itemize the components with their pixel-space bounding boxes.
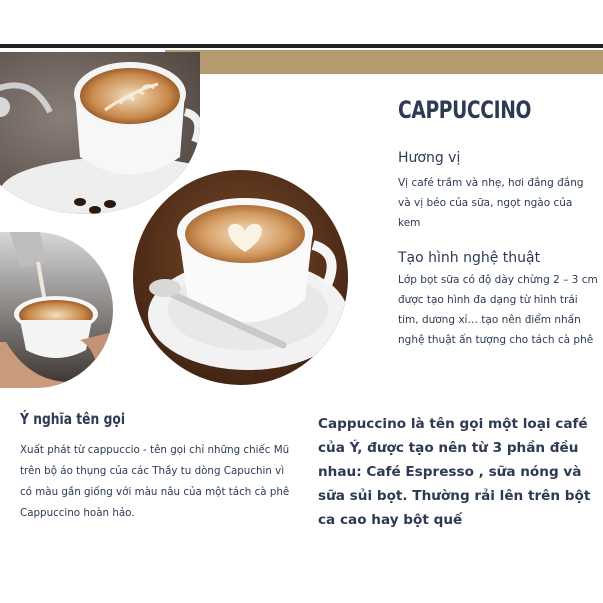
milk-pouring-photo [0, 232, 113, 388]
cappuccino-photo-heart [133, 170, 348, 385]
name-meaning-text: Xuất phát từ cappuccio - tên gọi chỉ những chiếc Mũ trên bộ áo thụng của các Thầy tu dòng Capuchin vì có màu gần giống với màu nâu của một tách cà phê Cappuccino hoàn hảo. [20, 444, 290, 519]
cappuccino-photo-fern [0, 52, 200, 214]
latte-art-heading: Tạo hình nghệ thuật [398, 250, 541, 266]
flavor-heading: Hương vị [398, 150, 461, 166]
header-band [165, 50, 603, 74]
latte-art-text: Lớp bọt sữa có độ dày chừng 2 – 3 cm được tạo hình đa dạng từ hình trái tim, dương xỉ… tạo nên điểm nhấn nghệ thuật ấn tượng cho tách cà phê [398, 274, 598, 346]
page-title: CAPPUCCINO [398, 96, 531, 124]
flavor-text: Vị café trầm và nhẹ, hơi đắng đắng và vị béo của sữa, ngọt ngào của kem [398, 177, 584, 229]
name-meaning-heading: Ý nghĩa tên gọi [20, 410, 126, 428]
top-rule [0, 44, 603, 48]
definition-callout: Cappuccino là tên gọi một loại café của Ý, được tạo nên từ 3 phần đều nhau: Café Espresso , sữa nóng và sữa sủi bọt. Thường rải lên trên bột ca cao hay bột quế [318, 416, 591, 528]
